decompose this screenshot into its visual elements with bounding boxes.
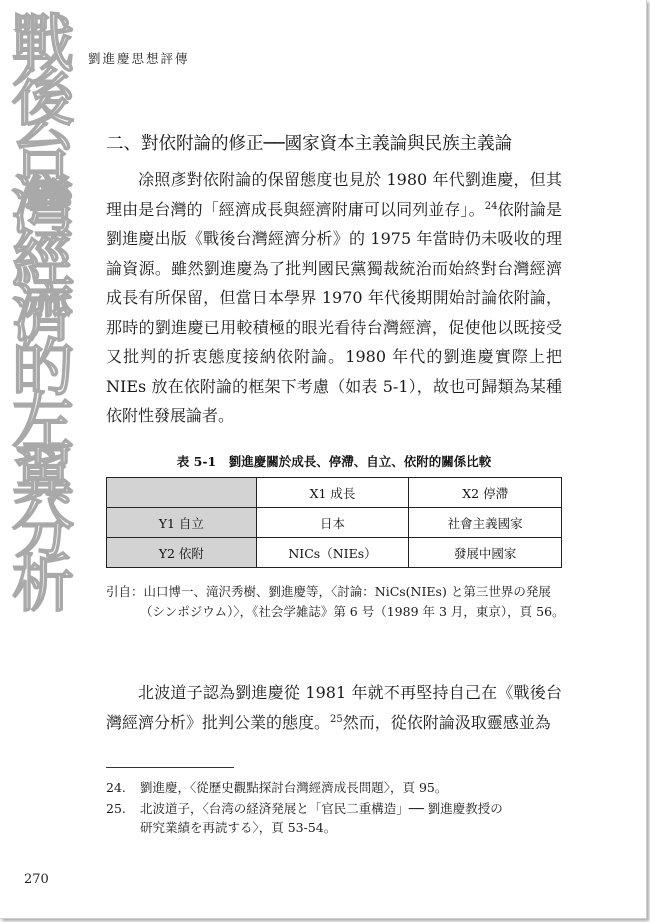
book-title-vertical: [4, 7, 82, 620]
table-cell: 日本: [256, 508, 409, 538]
table-corner-cell: [107, 478, 257, 508]
table-row-header: Y2 依附: [107, 538, 257, 568]
footnote: [106, 799, 566, 837]
running-header: 劉進慶思想評傳: [88, 51, 190, 66]
book-title-char: 台: [11, 115, 74, 188]
book-title-char: 分: [11, 493, 74, 566]
table-column-header: X1 成長: [256, 478, 409, 508]
table-row-header: Y1 自立: [107, 508, 257, 538]
table-cell: 發展中國家: [409, 538, 562, 568]
book-title-char: 後: [11, 61, 74, 134]
footnote: [106, 778, 566, 797]
book-title-char: 經: [11, 223, 74, 296]
paragraph-text: 然而，從依附論汲取靈感並為: [342, 712, 551, 732]
book-title-char: 的: [11, 331, 74, 404]
table-source-note: [106, 582, 566, 622]
book-title-char: 析: [11, 547, 74, 620]
table-column-header: X2 停滯: [409, 478, 562, 508]
book-title-char: 左: [11, 385, 74, 458]
comparison-table: [106, 477, 562, 568]
footnote-number: 24.: [106, 780, 126, 795]
section-title: 二、對依附論的修正──國家資本主義論與民族主義論: [106, 134, 513, 154]
footnote-divider: [106, 767, 234, 768]
table-caption: 表 5-1 劉進慶關於成長、停滯、自立、依附的關係比較: [176, 454, 492, 469]
footnote-ref-link[interactable]: 25: [330, 713, 343, 725]
book-title-char: 翼: [11, 439, 74, 512]
footnote-text: 北波道子，〈台湾の経済発展と「官民二重構造」── 劉進慶教授の: [140, 801, 503, 816]
body-paragraph: [106, 678, 562, 737]
body-paragraph: [106, 165, 562, 431]
page-number: 270: [24, 872, 49, 887]
table-cell: 社會主義國家: [409, 508, 562, 538]
paragraph-text: 北波道子認為劉進慶從 1981 年就不再堅持自己在《戰後台灣經濟分析》批判公業的態度。: [106, 683, 562, 732]
source-text: 山口博一、滝沢秀樹、劉進慶等，〈討論：NiCs(NIEs) と第三世界の発展（シンポジウム）〉，《社会学雑誌》第 6 号（1989 年 3 月，東京），頁 56。: [140, 584, 565, 619]
paragraph-text: 凃照彥對依附論的保留態度也見於 1980 年代劉進慶，但其理由是台灣的「經濟成長與經濟附庸可以同列並存」。: [106, 170, 562, 219]
table-header-row: [107, 478, 562, 508]
book-title-char: 濟: [11, 277, 74, 350]
paragraph-text: 依附論是劉進慶出版《戰後台灣經濟分析》的 1975 年當時仍未吸收的理論資源。雖然劉進慶為了批判國民黨獨裁統治而始終對台灣經濟成長有所保留，但當日本學界 1970 年代後期開始討論依附論，那時的劉進慶已用較積極的眼光看待台灣經濟，促使他以既接受又批判的折衷態度接納依附論。1980 年代的劉進慶實際上把 NIEs 放在依附論的框架下考慮（如表 5-1），故也可歸類為某種依附性發展論者。: [106, 199, 562, 425]
book-title-char: 戰: [11, 7, 74, 80]
table-row: [107, 538, 562, 568]
footnote-number: 25.: [106, 801, 126, 816]
footnote-text-continued: 研究業績を再読する〉，頁 53-54。: [140, 820, 337, 835]
table-cell: NICs（NIEs）: [256, 538, 409, 568]
book-title-char: 灣: [11, 169, 74, 242]
table-row: [107, 508, 562, 538]
source-text-block: [106, 582, 566, 622]
footnote-ref-link[interactable]: 24: [484, 200, 498, 212]
source-label: 引自：: [106, 584, 144, 599]
footnote-text: 劉進慶，〈從歷史觀點探討台灣經濟成長問題〉，頁 95。: [140, 780, 448, 795]
